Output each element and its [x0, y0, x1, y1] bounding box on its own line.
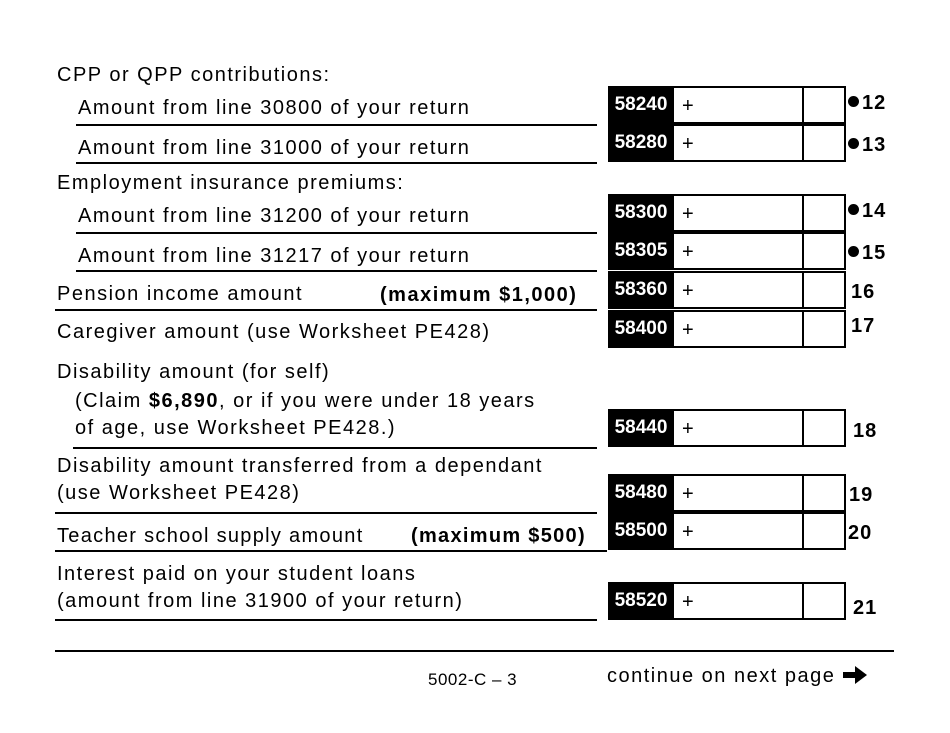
line-18-label-line2-pre: (Claim [75, 390, 149, 412]
line-15-number-text: 15 [862, 242, 887, 264]
line-13-row [608, 124, 846, 162]
line-20-rule [55, 550, 607, 552]
line-21-field [674, 582, 846, 620]
line-19-code: 58480 [608, 474, 674, 512]
line-19-rule [55, 512, 597, 514]
line-13-label: Amount from line 31000 of your return [78, 137, 471, 159]
line-21-label-line1: Interest paid on your student loans [57, 563, 417, 585]
line-21-label-line2: (amount from line 31900 of your return) [57, 590, 464, 612]
line-18-plus: + [682, 418, 694, 440]
line-17-row [608, 310, 846, 348]
line-15-row [608, 232, 846, 270]
line-19-label-line1: Disability amount transferred from a dependant [57, 455, 543, 477]
line-19-label-line2: (use Worksheet PE428) [57, 482, 301, 504]
line-14-label: Amount from line 31200 of your return [78, 205, 471, 227]
line-17-amount-input[interactable] [696, 312, 796, 346]
ei-heading: Employment insurance premiums: [57, 172, 405, 194]
line-19-number: 19 [849, 484, 874, 506]
line-12-rule [76, 124, 597, 126]
line-21-plus: + [682, 591, 694, 613]
line-18-claim-amount: $6,890 [148, 390, 220, 412]
line-14-amount-input[interactable] [696, 196, 796, 230]
line-12-field [674, 86, 846, 124]
line-21-number: 21 [853, 597, 878, 619]
line-15-cents[interactable] [802, 232, 844, 270]
line-13-amount-input[interactable] [696, 126, 796, 160]
line-14-code: 58300 [608, 194, 674, 232]
line-18-field [674, 409, 846, 447]
form-page-number: 5002-C – 3 [428, 670, 518, 689]
line-18-label-line3: of age, use Worksheet PE428.) [75, 417, 397, 439]
line-21-cents[interactable] [802, 582, 844, 620]
line-17-label: Caregiver amount (use Worksheet PE428) [57, 321, 491, 343]
line-20-field [674, 512, 846, 550]
arrow-right-icon [841, 664, 869, 686]
line-15-field [674, 232, 846, 270]
line-16-plus: + [682, 280, 694, 302]
line-12-code: 58240 [608, 86, 674, 124]
line-18-cents[interactable] [802, 409, 844, 447]
line-14-number-text: 14 [862, 200, 887, 222]
line-12-number-text: 12 [862, 92, 887, 114]
line-12-plus: + [682, 95, 694, 117]
line-18-amount-input[interactable] [696, 411, 796, 445]
line-20-cents[interactable] [802, 512, 844, 550]
line-13-field [674, 124, 846, 162]
line-12-number [848, 92, 886, 115]
line-19-field [674, 474, 846, 512]
line-16-label: Pension income amount [57, 283, 304, 305]
line-16-qualifier: (maximum $1,000) [380, 284, 578, 306]
line-15-amount-input[interactable] [696, 234, 796, 268]
line-21-amount-input[interactable] [696, 584, 796, 618]
line-13-number-text: 13 [862, 134, 887, 156]
line-19-cents[interactable] [802, 474, 844, 512]
footer-rule [55, 650, 894, 652]
line-18-number: 18 [853, 420, 878, 442]
bullet-icon [848, 96, 859, 107]
line-16-field [674, 271, 846, 309]
line-14-field [674, 194, 846, 232]
line-20-code: 58500 [608, 512, 674, 550]
line-19-amount-input[interactable] [696, 476, 796, 510]
line-17-code: 58400 [608, 310, 674, 348]
line-17-number: 17 [851, 315, 876, 337]
line-12-row [608, 86, 846, 124]
line-17-field [674, 310, 846, 348]
line-13-rule [76, 162, 597, 164]
continue-text: continue on next page [607, 665, 836, 687]
line-19-plus: + [682, 483, 694, 505]
line-14-plus: + [682, 203, 694, 225]
line-16-row [608, 271, 846, 309]
line-16-code: 58360 [608, 271, 674, 309]
line-16-number: 16 [851, 281, 876, 303]
line-13-code: 58280 [608, 124, 674, 162]
bullet-icon [848, 138, 859, 149]
line-15-label: Amount from line 31217 of your return [78, 245, 471, 267]
line-17-plus: + [682, 319, 694, 341]
line-14-rule [76, 232, 597, 234]
line-17-cents[interactable] [802, 310, 844, 348]
line-13-plus: + [682, 133, 694, 155]
line-16-cents[interactable] [802, 271, 844, 309]
line-18-code: 58440 [608, 409, 674, 447]
line-13-cents[interactable] [802, 124, 844, 162]
line-21-row [608, 582, 846, 620]
cpp-heading: CPP or QPP contributions: [57, 64, 331, 86]
line-18-label-line2-post: , or if you were under 18 years [219, 390, 536, 412]
bullet-icon [848, 204, 859, 215]
line-14-cents[interactable] [802, 194, 844, 232]
line-14-row [608, 194, 846, 232]
line-12-cents[interactable] [802, 86, 844, 124]
line-16-rule [55, 309, 597, 311]
line-21-code: 58520 [608, 582, 674, 620]
line-21-rule [55, 619, 597, 621]
line-14-number [848, 200, 886, 223]
line-15-code: 58305 [608, 232, 674, 270]
continue-next-page [607, 664, 869, 687]
line-20-amount-input[interactable] [696, 514, 796, 548]
line-20-qualifier: (maximum $500) [411, 525, 586, 547]
bullet-icon [848, 246, 859, 257]
line-18-row [608, 409, 846, 447]
line-20-row [608, 512, 846, 550]
line-12-label: Amount from line 30800 of your return [78, 97, 471, 119]
line-18-rule [73, 447, 597, 449]
line-15-plus: + [682, 241, 694, 263]
line-13-number [848, 134, 886, 157]
line-15-number [848, 242, 886, 265]
line-20-label: Teacher school supply amount [57, 525, 364, 547]
line-16-amount-input[interactable] [696, 273, 796, 307]
line-12-amount-input[interactable] [696, 88, 796, 122]
line-19-row [608, 474, 846, 512]
line-18-label-line2 [75, 390, 536, 412]
line-20-plus: + [682, 521, 694, 543]
line-15-rule [76, 270, 597, 272]
line-18-label-line1: Disability amount (for self) [57, 361, 331, 383]
line-20-number: 20 [848, 522, 873, 544]
